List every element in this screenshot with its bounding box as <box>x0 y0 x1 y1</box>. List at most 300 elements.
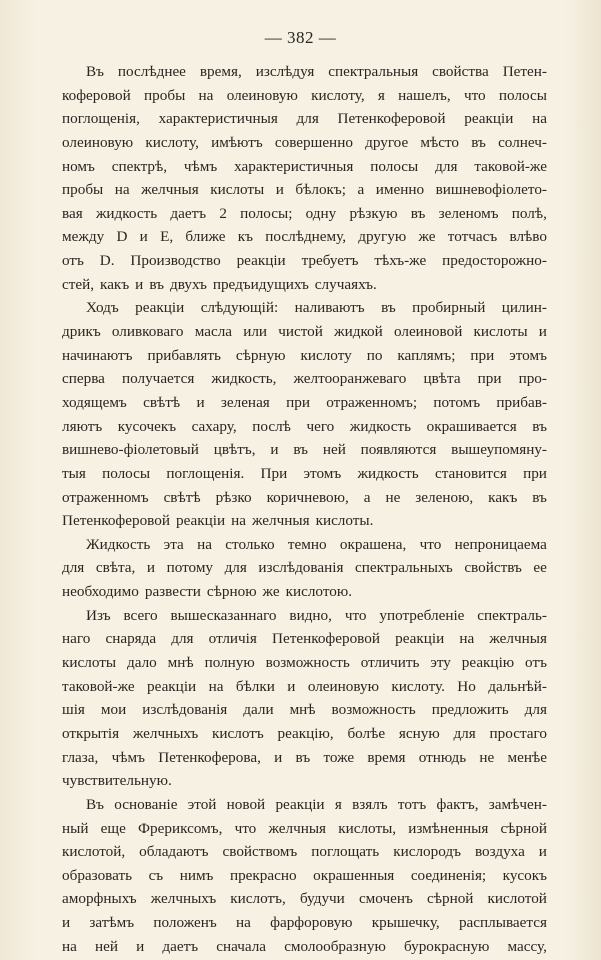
word: реакціи <box>275 795 325 813</box>
word: новой <box>226 795 266 813</box>
word: возможность <box>265 654 350 672</box>
word: смолообразную <box>284 937 386 955</box>
word: кислоты <box>473 323 528 341</box>
word: кислоты, <box>338 819 397 837</box>
text-line <box>62 817 547 841</box>
word: полѣ, <box>511 204 547 222</box>
word: дрикъ <box>62 323 101 341</box>
text-line <box>62 320 547 344</box>
word: не <box>385 488 401 506</box>
word: вышесказаннаго <box>170 606 277 624</box>
word: 2 <box>219 204 227 222</box>
text-line <box>62 911 547 935</box>
word: изслѣдованія <box>142 701 228 719</box>
word: употребленіе <box>379 606 465 624</box>
word: для <box>296 110 319 128</box>
text-line <box>62 698 547 722</box>
word: рѣзкую <box>349 204 398 222</box>
word: Петенкоферова, <box>158 748 261 766</box>
text-line <box>62 84 547 108</box>
word: масла <box>194 323 233 341</box>
word: Производство <box>130 252 221 270</box>
word: коричневою, <box>266 488 349 506</box>
word: кислоту, <box>145 133 199 151</box>
word: послѣ <box>252 417 291 435</box>
word: зеленомъ <box>438 204 499 222</box>
text-line <box>62 604 547 628</box>
text-line <box>62 840 547 864</box>
word: ясную <box>398 724 440 742</box>
word: бѣлки <box>235 677 275 695</box>
word: полосы; <box>240 204 293 222</box>
word: поглощать <box>311 843 380 861</box>
word: D <box>116 228 128 246</box>
word: олеиновой <box>393 323 463 341</box>
word: спектрѣ, <box>111 157 168 175</box>
text-line <box>62 651 547 675</box>
word: кислородъ <box>393 843 461 861</box>
word: потомъ <box>433 393 481 411</box>
word: на <box>459 630 475 648</box>
word: тотчасъ <box>447 228 498 246</box>
word: на <box>208 677 224 695</box>
word: окрашенныя <box>313 866 395 884</box>
word: этой <box>187 795 217 813</box>
text-line <box>62 580 547 604</box>
text-line <box>62 935 547 959</box>
word: номъ <box>62 157 95 175</box>
word: свѣтѣ <box>163 488 201 506</box>
word: вышеупомяну- <box>451 441 547 459</box>
word: свойства <box>432 63 489 80</box>
word: оливковаго <box>111 323 184 341</box>
word: фарфоровую <box>270 914 353 932</box>
word: Въ <box>86 63 104 80</box>
word: бѣлокъ; <box>295 181 347 199</box>
word: развести <box>144 583 201 601</box>
word: и <box>287 677 296 695</box>
word: шія <box>62 701 85 719</box>
text-line <box>62 367 547 391</box>
word: аморфныхъ <box>62 890 137 908</box>
word: и <box>538 843 547 861</box>
word: для <box>224 559 247 577</box>
word: что <box>463 86 486 104</box>
text-line <box>62 722 547 746</box>
word: отраженномъ <box>62 488 149 506</box>
word: темно <box>287 535 327 553</box>
word: ней <box>322 441 346 459</box>
word: мои <box>100 701 127 719</box>
word: эта <box>163 535 184 553</box>
word: окрашена, <box>339 535 407 553</box>
word: реакцію, <box>277 724 334 742</box>
word: каплямъ; <box>397 346 456 364</box>
word: имѣютъ <box>211 133 263 151</box>
word: а <box>357 181 365 199</box>
word: всего <box>123 606 158 624</box>
word: свойствомъ <box>222 843 298 861</box>
word: мнѣ <box>289 701 316 719</box>
word: еще <box>100 819 126 837</box>
word: что <box>234 819 257 837</box>
word: Петен- <box>502 63 547 80</box>
text-line <box>62 746 547 770</box>
word: соединенія; <box>410 866 487 884</box>
word: что <box>344 606 367 624</box>
word: окрашивается <box>426 417 517 435</box>
word: прекрасно <box>229 866 297 884</box>
word: менѣе <box>507 748 547 766</box>
word: жидкость <box>349 417 412 435</box>
word: Но <box>457 677 476 695</box>
word: таковой-же <box>474 157 547 175</box>
word: и <box>196 393 205 411</box>
word: спектральныхъ <box>354 559 453 577</box>
word: кислоту. <box>391 677 445 695</box>
word: сначала <box>216 937 267 955</box>
word: и <box>270 441 279 459</box>
word: вая <box>62 204 83 222</box>
word: реакціи <box>236 252 286 270</box>
word: столько <box>225 535 275 553</box>
word: на <box>197 535 212 553</box>
word: дальнѣй- <box>488 677 547 695</box>
word: глаза, <box>62 748 99 766</box>
word: ляютъ <box>62 417 103 435</box>
word: пробы <box>144 86 186 104</box>
word: предъидущихъ <box>212 275 309 293</box>
word: кислотъ <box>212 724 264 742</box>
word: именно <box>375 181 425 199</box>
word: коферовой <box>62 86 131 104</box>
word: видно, <box>289 606 332 624</box>
word: олеиновую <box>226 86 298 104</box>
word: становится <box>434 464 507 482</box>
text-line <box>62 107 547 131</box>
text-line <box>62 178 547 202</box>
word: вишнево-фіолетовый <box>62 441 199 459</box>
word: возможность <box>331 701 416 719</box>
word: и <box>274 748 283 766</box>
word: кислотой <box>487 890 547 908</box>
word: другую <box>358 228 407 246</box>
word: кислоты <box>210 181 265 199</box>
word: и <box>146 559 156 577</box>
word: отличія <box>208 630 257 648</box>
word: наго <box>62 630 91 648</box>
word: при <box>477 370 502 388</box>
word: наливаютъ <box>294 299 365 317</box>
word: нашелъ, <box>398 86 451 104</box>
text-line <box>62 627 547 651</box>
word: реакціи <box>175 512 226 530</box>
text-line <box>62 225 547 249</box>
word: на <box>114 181 130 199</box>
word: время, <box>199 63 242 80</box>
text-line <box>62 202 547 226</box>
word: желчныхъ <box>132 724 199 742</box>
word: ее <box>533 559 547 577</box>
word: Изъ <box>86 606 111 624</box>
word: полосы <box>498 86 547 104</box>
word: свѣтѣ <box>143 393 181 411</box>
word: не <box>479 748 495 766</box>
word: въ <box>532 488 547 506</box>
word: въ <box>149 275 164 293</box>
word: же <box>262 583 280 601</box>
word: одну <box>305 204 337 222</box>
word: открытія <box>62 724 120 742</box>
word: цилин- <box>501 299 547 317</box>
word: Петенкоферовой <box>62 512 170 530</box>
word: пробы <box>62 181 104 199</box>
word: солнеч- <box>498 133 547 151</box>
word: Жидкость <box>86 535 151 553</box>
text-line <box>62 864 547 888</box>
word: и <box>136 937 145 955</box>
word: чѣмъ <box>183 157 218 175</box>
word: характеристичныя <box>234 157 354 175</box>
word: для <box>453 724 476 742</box>
word: совершенно <box>274 133 353 151</box>
word: спектраль- <box>477 606 547 624</box>
word: же <box>418 228 436 246</box>
word: для <box>171 630 194 648</box>
word: для <box>435 157 458 175</box>
word: тыя <box>62 464 86 482</box>
word: реакціи <box>135 299 185 317</box>
word: таковой-же <box>62 677 135 695</box>
word: обладаютъ <box>139 843 209 861</box>
text-line <box>62 438 547 462</box>
word: предложить <box>431 701 509 719</box>
word: ней <box>95 937 118 955</box>
word: D. <box>99 252 115 270</box>
text-line <box>62 344 547 368</box>
word: начинаютъ <box>62 346 133 364</box>
text-line <box>62 793 547 817</box>
word: кусокъ <box>502 866 547 884</box>
word: какъ <box>488 488 518 506</box>
word: свѣта, <box>95 559 136 577</box>
word: ходящемъ <box>62 393 127 411</box>
word: E, <box>160 228 174 246</box>
word: дали <box>243 701 274 719</box>
word: спектральныя <box>328 63 419 80</box>
word: сѣрной <box>426 890 474 908</box>
word: другое <box>365 133 409 151</box>
word: необходимо <box>62 583 139 601</box>
word: взялъ <box>352 795 388 813</box>
word: кислотой, <box>62 843 126 861</box>
word: и <box>62 914 71 932</box>
text-line <box>62 60 547 84</box>
word: двухъ <box>169 275 207 293</box>
word: послѣднее <box>117 63 186 80</box>
word: я <box>334 795 342 813</box>
word: что <box>419 535 442 553</box>
word: реакціи <box>464 110 514 128</box>
word: желтооранжеваго <box>293 370 407 388</box>
word: измѣненныя <box>408 819 489 837</box>
word: жидкость, <box>211 370 277 388</box>
word: чувствительную. <box>62 772 172 790</box>
word: Петенкоферовой <box>337 110 446 128</box>
word: Ходъ <box>86 299 119 317</box>
word: желчныя <box>268 819 327 837</box>
word: время <box>367 748 406 766</box>
word: реакцію <box>461 654 515 672</box>
word: поглощенія. <box>166 464 245 482</box>
word: получается <box>121 370 195 388</box>
word: нимъ <box>179 866 214 884</box>
word: и <box>135 275 144 293</box>
word: мнѣ <box>167 654 194 672</box>
word: ный <box>62 819 89 837</box>
word: свойствъ <box>464 559 522 577</box>
word: а <box>363 488 371 506</box>
text-line <box>62 509 547 533</box>
word: образовать <box>62 866 133 884</box>
word: кислоту <box>300 346 352 364</box>
word: стей, <box>62 275 95 293</box>
text-line <box>62 887 547 911</box>
word: вишневофіолето- <box>435 181 547 199</box>
word: чего <box>306 417 335 435</box>
word: Фрериксомъ, <box>138 819 223 837</box>
word: Петенкоферовой <box>272 630 380 648</box>
word: пробирный <box>412 299 486 317</box>
word: олеиновую <box>307 677 379 695</box>
word: замѣчен- <box>488 795 547 813</box>
word: тоже <box>323 748 355 766</box>
word: отнюдь <box>418 748 467 766</box>
word: и <box>275 181 284 199</box>
word: полосы <box>102 464 151 482</box>
word: будучи <box>299 890 345 908</box>
word: или <box>243 323 268 341</box>
word: желчныя <box>251 512 310 530</box>
word: Въ <box>86 795 104 813</box>
word: эту <box>430 654 451 672</box>
word: послѣднему, <box>265 228 347 246</box>
text-line <box>62 533 547 557</box>
word: даетъ <box>162 937 199 955</box>
word: желчныхъ <box>150 890 217 908</box>
text-line <box>62 675 547 699</box>
word: бурокрасную <box>403 937 490 955</box>
word: требуетъ <box>301 252 359 270</box>
word: изслѣдуя <box>255 63 315 80</box>
word: на <box>235 914 251 932</box>
word: отраженномъ; <box>326 393 418 411</box>
word: чѣмъ <box>111 748 145 766</box>
word: кусочекъ <box>117 417 177 435</box>
word: олеиновую <box>62 133 134 151</box>
word: про- <box>518 370 547 388</box>
word: кислоты. <box>315 512 374 530</box>
text-line <box>62 391 547 415</box>
word: зеленою, <box>415 488 474 506</box>
word: между <box>62 228 105 246</box>
word: въ <box>532 417 547 435</box>
word: кислотъ, <box>230 890 286 908</box>
word: въ <box>471 133 486 151</box>
word: на <box>231 512 246 530</box>
word: при <box>523 464 547 482</box>
word: отъ <box>525 654 547 672</box>
word: предосторожно- <box>442 252 547 270</box>
word: отъ <box>62 252 84 270</box>
word: прибав- <box>496 393 547 411</box>
word: появляются <box>360 441 437 459</box>
word: затѣмъ <box>89 914 135 932</box>
text-line <box>62 249 547 273</box>
word: въ <box>381 299 396 317</box>
word: кислоту, <box>311 86 365 104</box>
word: желчныя <box>489 630 547 648</box>
word: реакціи <box>147 677 197 695</box>
word: сѣрною <box>206 583 257 601</box>
word: даетъ <box>170 204 207 222</box>
word: съ <box>148 866 164 884</box>
word: изслѣдованія <box>258 559 344 577</box>
word: поглощенія, <box>62 110 140 128</box>
word: расплывается <box>458 914 547 932</box>
word: въ <box>295 748 311 766</box>
word: реакціи <box>395 630 445 648</box>
word: сперва <box>62 370 105 388</box>
text-line <box>62 769 547 793</box>
word: при <box>470 346 495 364</box>
word: жидкость <box>95 204 158 222</box>
word: болѣе <box>347 724 386 742</box>
word: при <box>286 393 310 411</box>
word: рѣзко <box>215 488 252 506</box>
word: какъ <box>100 275 130 293</box>
word: чистой <box>278 323 323 341</box>
word: кислотою. <box>285 583 352 601</box>
word: отличить <box>360 654 420 672</box>
word: массу, <box>507 937 547 955</box>
word: для <box>524 701 547 719</box>
word: въ <box>410 204 426 222</box>
word: сѣрную <box>235 346 286 364</box>
word: слѣдующій: <box>200 299 279 317</box>
word: При <box>260 464 288 482</box>
word: тѣхъ-же <box>374 252 427 270</box>
word: мѣсто <box>420 133 460 151</box>
word: смоченъ <box>358 890 413 908</box>
word: сѣрной <box>500 819 547 837</box>
text-line <box>62 273 547 297</box>
word: случаяхъ. <box>314 275 377 293</box>
word: на <box>532 110 547 128</box>
word: характеристичныя <box>158 110 278 128</box>
word: прибавлять <box>147 346 221 364</box>
word: этомъ <box>303 464 342 482</box>
text-line <box>62 486 547 510</box>
word: цвѣтъ, <box>213 441 256 459</box>
word: и <box>139 228 148 246</box>
text-line <box>62 556 547 580</box>
text-line <box>62 155 547 179</box>
word: сахару, <box>191 417 237 435</box>
word: положенъ <box>153 914 217 932</box>
word: полную <box>204 654 255 672</box>
word: по <box>366 346 383 364</box>
